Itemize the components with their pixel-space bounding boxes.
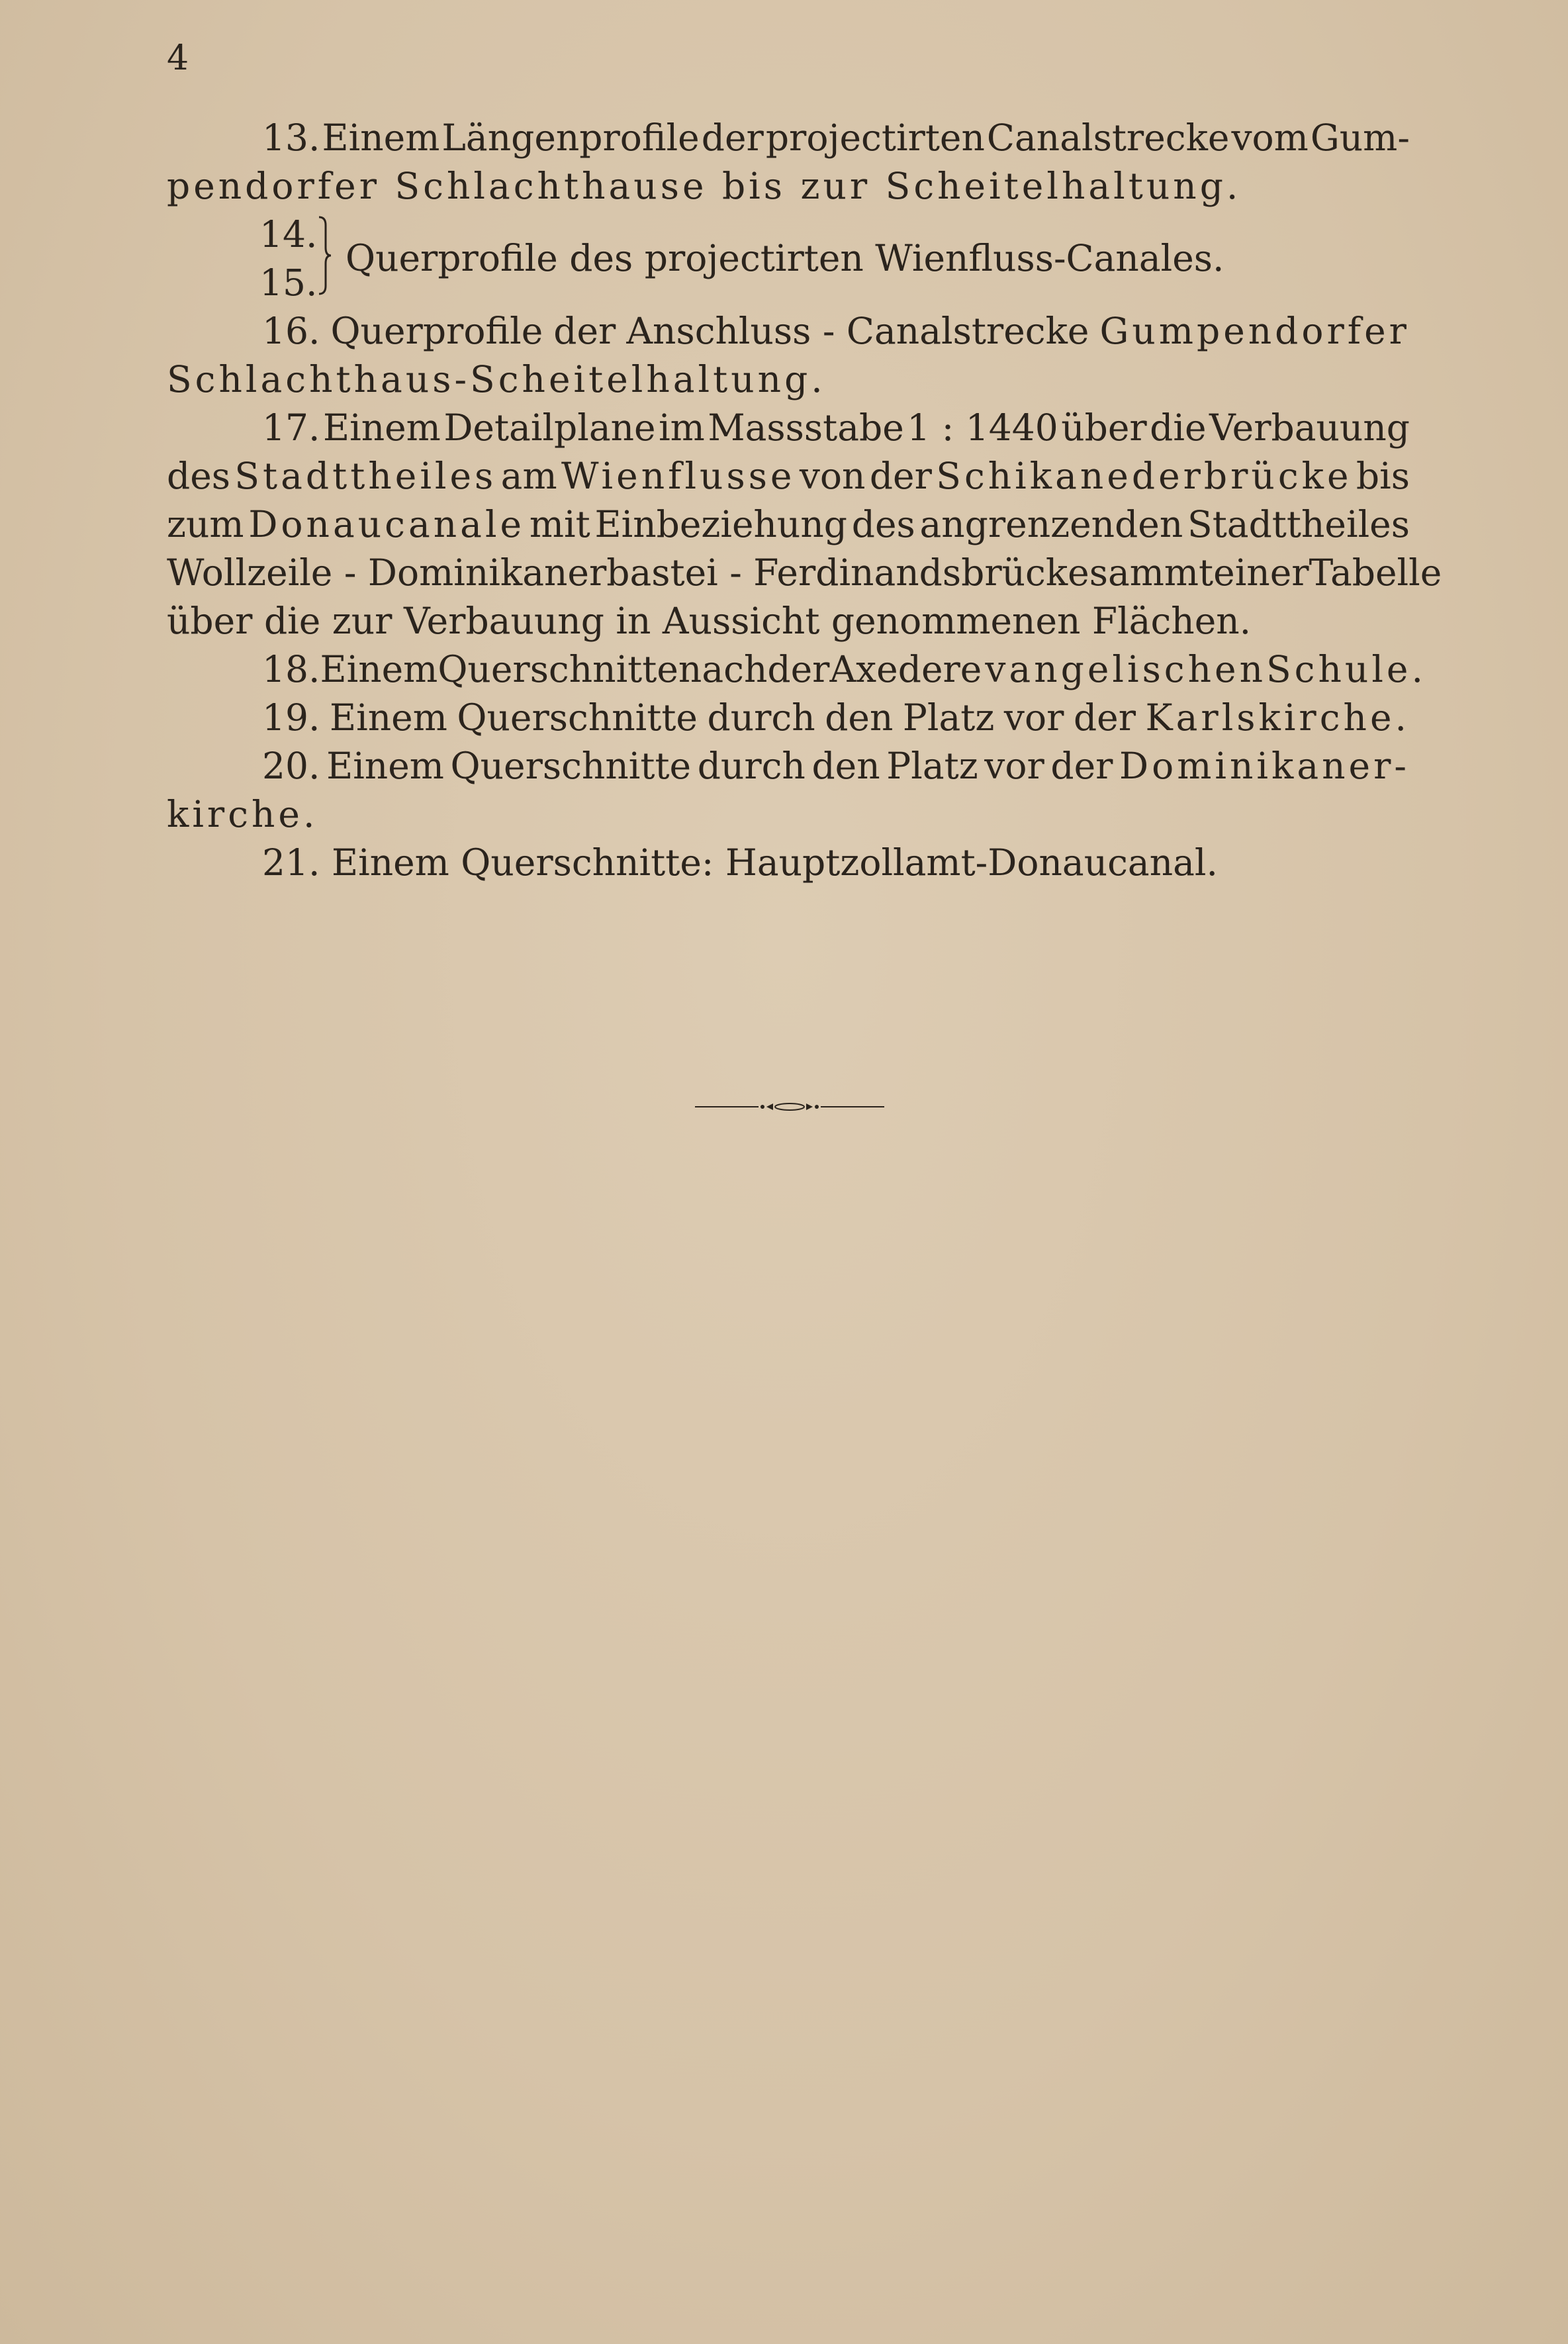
word: Canalstrecke bbox=[986, 117, 1230, 159]
word: mit bbox=[529, 503, 590, 545]
word: des bbox=[851, 503, 915, 545]
word: angrenzenden bbox=[919, 503, 1183, 545]
item-13-line-1 bbox=[167, 114, 1410, 162]
word: Gumpendorfer bbox=[1099, 310, 1410, 352]
word: projectirten bbox=[765, 117, 985, 159]
item-17-line-3 bbox=[167, 500, 1410, 549]
word: Stadttheiles bbox=[1187, 503, 1410, 545]
word: vom bbox=[1231, 117, 1309, 159]
word: Einem bbox=[330, 696, 447, 739]
word: Axe bbox=[829, 648, 898, 690]
word: zum bbox=[167, 503, 244, 545]
item-17-line-4 bbox=[167, 549, 1442, 597]
item-17-line-2 bbox=[167, 452, 1410, 500]
word: Stadttheiles bbox=[234, 455, 497, 497]
word: Wienflusse bbox=[561, 455, 796, 497]
word: durch bbox=[707, 696, 815, 739]
word: evangelischen bbox=[960, 648, 1266, 690]
word: Detailplane bbox=[443, 406, 656, 449]
word: nach bbox=[678, 648, 768, 690]
word: den bbox=[811, 745, 880, 787]
word: Einem bbox=[326, 745, 444, 787]
word: am bbox=[500, 455, 557, 497]
word: einer bbox=[1213, 551, 1309, 594]
word: Massstabe bbox=[708, 406, 904, 449]
word: die bbox=[1150, 406, 1207, 449]
item-14-15 bbox=[167, 211, 1410, 307]
word: der bbox=[869, 455, 932, 497]
word: vor bbox=[984, 745, 1044, 787]
word: Platz bbox=[886, 745, 978, 787]
item-20-line-2: kirche. bbox=[167, 793, 318, 835]
item-17-line-5: über die zur Verbauung in Aussicht genommenen Flächen. bbox=[167, 600, 1252, 642]
word: Schule. bbox=[1266, 648, 1426, 690]
word: Querprofile bbox=[330, 310, 543, 352]
word: Donaucanale bbox=[248, 503, 526, 545]
word: bis bbox=[1356, 455, 1410, 497]
item-19-line-1 bbox=[167, 694, 1410, 742]
item-14-15-text: Querprofile des projectirten Wienfluss-Canales. bbox=[346, 237, 1224, 279]
word: Querschnitte bbox=[450, 745, 692, 787]
word: der bbox=[1050, 745, 1113, 787]
word: Einem bbox=[322, 117, 440, 159]
word: Tabelle bbox=[1309, 551, 1442, 594]
word: Platz bbox=[902, 696, 995, 739]
word: der bbox=[767, 648, 830, 690]
item-15-number: 15. bbox=[259, 261, 318, 304]
word: Längenprofile bbox=[441, 117, 700, 159]
item-21-line-1: 21. Einem Querschnitte: Hauptzollamt-Donaucanal. bbox=[262, 841, 1218, 884]
list-of-plans bbox=[167, 114, 1442, 887]
word: den bbox=[825, 696, 894, 739]
word: Querschnitte bbox=[457, 696, 698, 739]
word: der bbox=[701, 117, 764, 159]
word: 17. bbox=[262, 406, 320, 449]
page-number: 4 bbox=[167, 38, 189, 78]
word: 1 : 1440 bbox=[907, 406, 1058, 449]
item-14-number: 14. bbox=[259, 213, 318, 256]
item-18-line-1 bbox=[167, 645, 1426, 694]
word: Gum- bbox=[1310, 117, 1410, 159]
word: 19. bbox=[262, 696, 320, 739]
word: 18. bbox=[262, 648, 320, 690]
item-17-line-1 bbox=[167, 404, 1410, 452]
word: Einbeziehung bbox=[594, 503, 847, 545]
word: über bbox=[1061, 406, 1147, 449]
word: durch bbox=[697, 745, 806, 787]
curly-brace-icon bbox=[318, 216, 332, 295]
word: im bbox=[659, 406, 705, 449]
word: Anschluss - Canalstrecke bbox=[626, 310, 1089, 352]
word: Karlskirche. bbox=[1145, 696, 1410, 739]
word: der bbox=[553, 310, 616, 352]
word: Querschnitte bbox=[438, 648, 678, 690]
item-13-line-2: pendorfer Schlachthause bis zur Scheitelhaltung. bbox=[167, 165, 1242, 207]
ornament-divider-icon bbox=[695, 1099, 884, 1115]
word: der bbox=[898, 648, 960, 690]
word: 16. bbox=[262, 310, 320, 352]
word: Einem bbox=[320, 648, 438, 690]
word: Dominikaner- bbox=[1119, 745, 1410, 787]
item-16-line-2: Schlachthaus-Scheitelhaltung. bbox=[167, 358, 826, 400]
word: 20. bbox=[262, 745, 320, 787]
word: Wollzeile - Dominikanerbastei - Ferdinandsbrücke bbox=[167, 551, 1089, 594]
word: Einem bbox=[322, 406, 441, 449]
item-16-line-1 bbox=[167, 307, 1410, 355]
word: Verbauung bbox=[1209, 406, 1410, 449]
word: vor bbox=[1003, 696, 1064, 739]
word: des bbox=[167, 455, 230, 497]
word: sammt bbox=[1089, 551, 1214, 594]
word: Schikanederbrücke bbox=[936, 455, 1352, 497]
item-20-line-1 bbox=[167, 742, 1410, 790]
word: der bbox=[1073, 696, 1136, 739]
word: von bbox=[799, 455, 866, 497]
word: 13. bbox=[262, 117, 320, 159]
